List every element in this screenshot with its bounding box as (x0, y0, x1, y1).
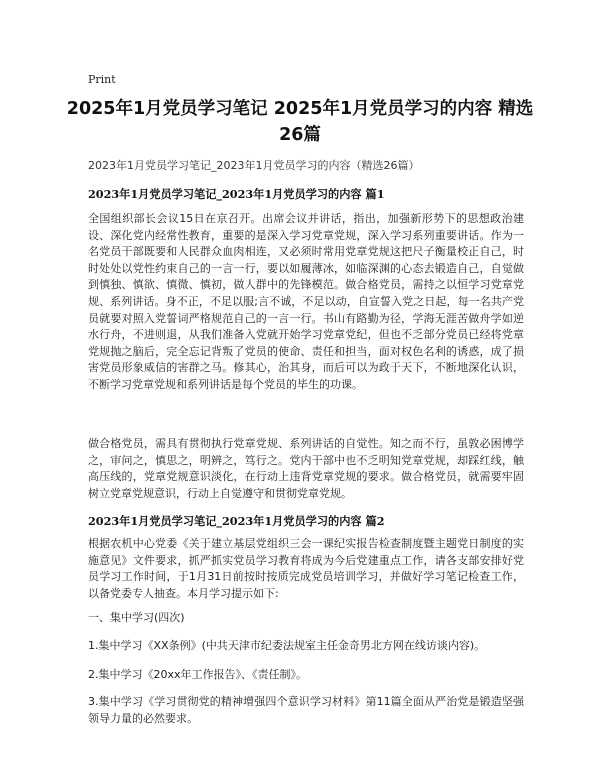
section-1-heading: 2023年1月党员学习笔记_2023年1月党员学习的内容 篇1 (88, 187, 385, 201)
section-2-item-2: 2.集中学习《20xx年工作报告》、《责任制》。 (88, 668, 308, 681)
print-label[interactable]: Print (88, 73, 116, 86)
document-subtitle: 2023年1月党员学习笔记_2023年1月党员学习的内容（精选26篇） (88, 159, 420, 172)
section-1-paragraph-2: 做合格党员，需具有贯彻执行党章党规、系列讲话的自觉性。知之而不行，虽敦必困博学之，审问之，慎思之，明辨之，笃行之。党内干部中也不乏明知党章党规，却踩红线，触高压线的，党章党规意识淡化，在行动上违背党章党规的要求。做合格党员，就需要牢固树立党章党规意识，行动上自觉遵守和贯彻党章党规。 (88, 437, 524, 500)
section-2-heading: 2023年1月党员学习笔记_2023年1月党员学习的内容 篇2 (88, 514, 385, 528)
section-2-item-heading: 一、集中学习(四次) (88, 611, 185, 624)
section-2-item-3: 3.集中学习《学习贯彻党的精神增强四个意识学习材料》第11篇全面从严治党是锻造坚强领导力量的必然要求。 (88, 695, 524, 725)
section-2-paragraph-1: 根据农机中心党委《关于建立基层党组织三会一课纪实报告检查制度暨主题党日制度的实施意见》文件要求，抓严抓实党员学习教育将成为今后党建重点工作，请各支部安排好党员学习工作时间，于1月31日前按时按质完成党员培训学习，并做好学习笔记检查工作，以备党委专人抽查。本月学习提示如下: (88, 537, 524, 600)
document-title: 2025年1月党员学习笔记 2025年1月党员学习的内容 精选26篇 (66, 99, 534, 145)
section-1-paragraph-1: 全国组织部长会议15日在京召开。出席会议并讲话，指出，加强新形势下的思想政治建设、深化党内经常性教育，重要的是深入学习党章党规，深入学习系列重要讲话。作为一名党员干部既要和人民群众血肉相连，又必须时常用党章党规这把尺子衡量校正自己，时时处处以党性约束自己的一言一行，要以如履薄冰，如临深渊的心态去锻造自己，自觉做到慎独、慎欲、慎微、慎初，做人群中的先锋模范。做合格党员，需持之以恒学习党章党规、系列讲话。身不正，不足以服;言不诚，不足以动，自宣誓入党之日起，每一名共产党员就要对照入党誓词严格规范自己的一言一行。书山有路勤为径，学海无涯苦做舟学如逆水行舟，不进则退，从我们准备入党就开始学习党章党纪，但也不乏部分党员已经将党章党规抛之脑后，完全忘记背叛了党员的使命、责任和担当，面对权色名利的诱惑，成了损害党员形象威信的害群之马。修其心，治其身，而后可以为政于天下，不断地深化认识，不断学习党章党规和系列讲话是每个党员的毕生的功课。 (88, 212, 524, 391)
section-2-item-1: 1.集中学习《XX条例》(中共天津市纪委法规室主任金奇男北方网在线访谈内容)。 (88, 639, 486, 652)
